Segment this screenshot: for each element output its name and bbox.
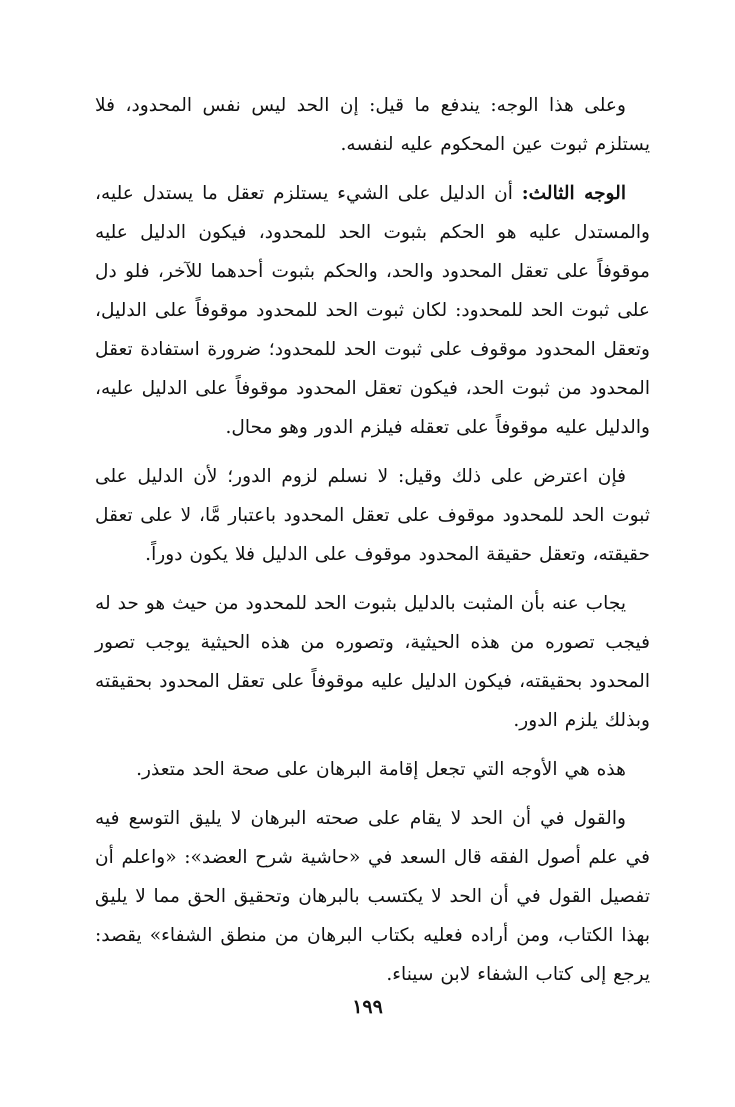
paragraph-6 [95,799,650,994]
paragraph-2-text: أن الدليل على الشيء يستلزم تعقل ما يستدل عليه، والمستدل عليه هو الحكم بثبوت الحد للمحدود، فيكون الدليل عليه موقوفاً على تعقل المحدود والحد، والحكم بثبوت أحدهما للآخر، فلو دل على ثبوت الحد للمحدود: لكان ثبوت الحد للمحدود موقوفاً على الدليل، وتعقل المحدود موقوف على ثبوت الحد للمحدود؛ ضرورة استفادة تعقل المحدود من ثبوت الحد، فيكون تعقل المحدود موقوفاً على الدليل عليه، والدليل عليه موقوفاً على تعقله فيلزم الدور وهو محال. [95,183,650,438]
paragraph-6-text: والقول في أن الحد لا يقام على صحته البرهان لا يليق التوسع فيه في علم أصول الفقه قال السعد في «حاشية شرح العضد»: «واعلم أن تفصيل القول في أن الحد لا يكتسب بالبرهان وتحقيق الحق مما لا يليق بهذا الكتاب، ومن أراده فعليه بكتاب البرهان من منطق الشفاء» يقصد: يرجع إلى كتاب الشفاء لابن سيناء. [95,808,650,985]
paragraph-3 [95,457,650,574]
paragraph-1-text: وعلى هذا الوجه: يندفع ما قيل: إن الحد ليس نفس المحدود، فلا يستلزم ثبوت عين المحكوم عليه لنفسه. [95,95,650,155]
paragraph-4 [95,584,650,740]
paragraph-5 [95,750,650,789]
paragraph-1 [95,86,650,164]
paragraph-5-text: هذه هي الأوجه التي تجعل إقامة البرهان على صحة الحد متعذر. [136,759,626,780]
paragraph-4-text: يجاب عنه بأن المثبت بالدليل بثبوت الحد للمحدود من حيث هو حد له فيجب تصوره من هذه الحيثية، وتصوره من هذه الحيثية يوجب تصور المحدود بحقيقته، فيكون الدليل عليه موقوفاً على تعقل المحدود بحقيقته وبذلك يلزم الدور. [95,593,650,731]
paragraph-2 [95,174,650,447]
page-body [95,86,650,1004]
paragraph-2-lead: الوجه الثالث: [521,183,626,204]
paragraph-3-text: فإن اعترض على ذلك وقيل: لا نسلم لزوم الدور؛ لأن الدليل على ثبوت الحد للمحدود موقوف على تعقل المحدود باعتبار مَّا، لا على تعقل حقيقته، وتعقل حقيقة المحدود موقوف على الدليل فلا يكون دوراً. [95,466,650,565]
page-number: ١٩٩ [352,996,383,1018]
